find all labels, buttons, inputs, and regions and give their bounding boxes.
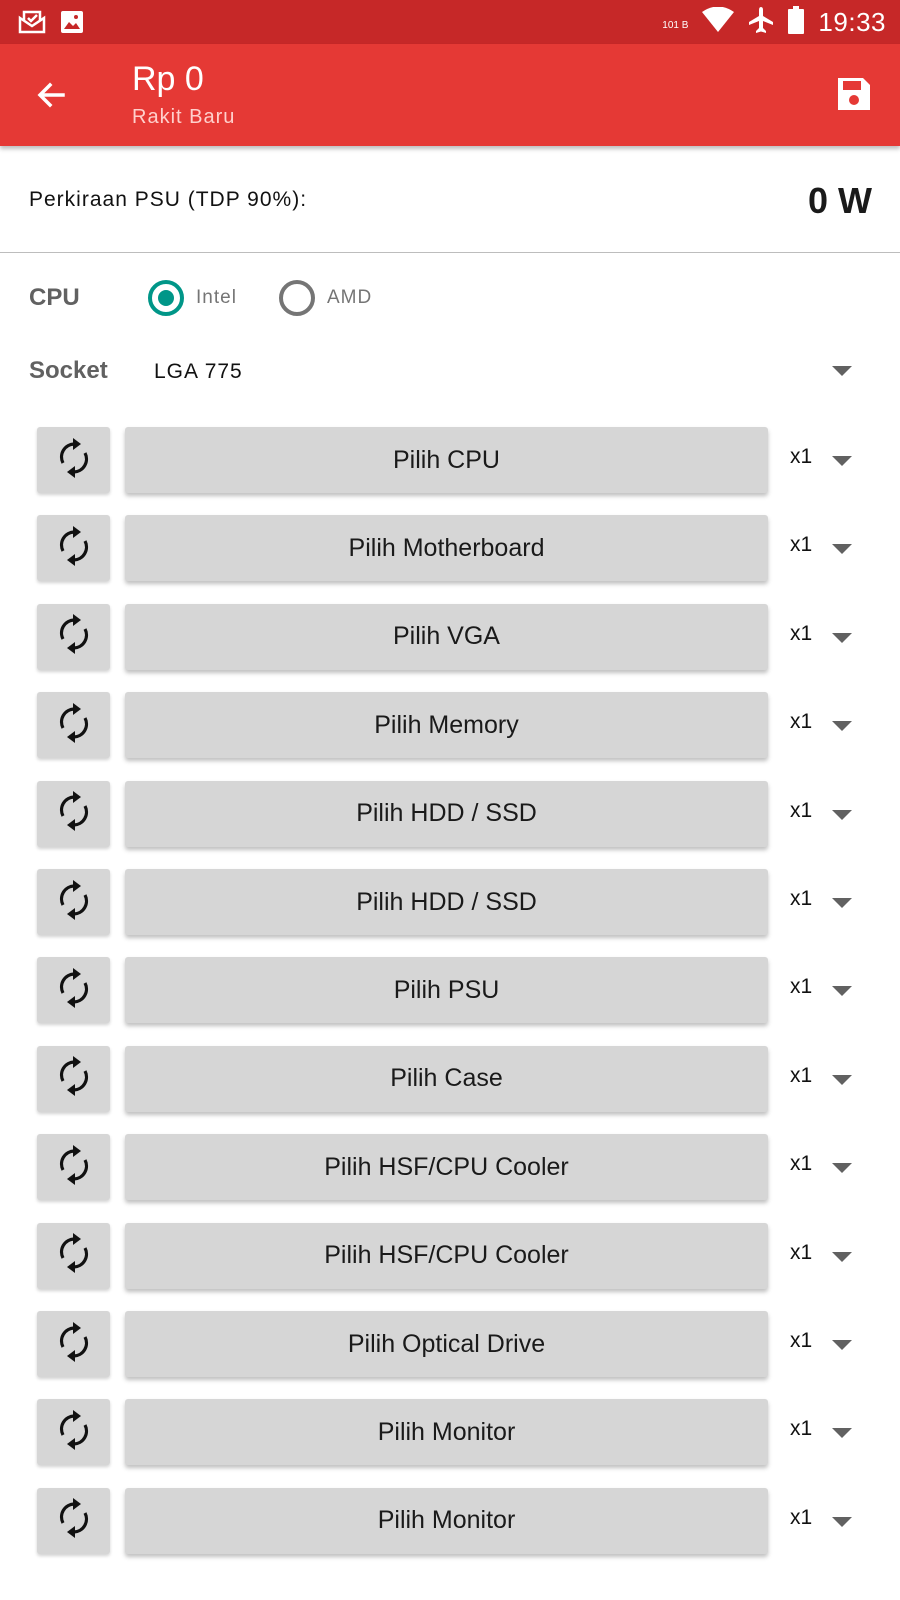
chevron-down-icon[interactable] xyxy=(832,810,852,820)
pick-component-button[interactable]: Pilih HDD / SSD xyxy=(125,781,768,847)
chevron-down-icon[interactable] xyxy=(832,721,852,731)
refresh-button[interactable] xyxy=(37,1046,110,1112)
psu-estimate-label: Perkiraan PSU (TDP 90%): xyxy=(29,188,308,211)
refresh-icon xyxy=(57,1233,91,1278)
save-icon[interactable] xyxy=(834,74,874,114)
component-row xyxy=(0,1223,900,1289)
refresh-button[interactable] xyxy=(37,781,110,847)
chevron-down-icon[interactable] xyxy=(832,1517,852,1527)
pick-component-button[interactable]: Pilih CPU xyxy=(125,427,768,493)
chevron-down-icon[interactable] xyxy=(832,1340,852,1350)
quantity-value[interactable]: x1 xyxy=(790,621,813,645)
refresh-button[interactable] xyxy=(37,1399,110,1465)
psu-estimate-value: 0 W xyxy=(807,180,872,221)
app-bar xyxy=(0,44,900,146)
refresh-button[interactable] xyxy=(37,515,110,581)
quantity-value[interactable]: x1 xyxy=(790,445,813,468)
radio-amd-circle[interactable] xyxy=(279,280,315,316)
chevron-down-icon[interactable] xyxy=(832,1163,852,1173)
pick-component-button[interactable]: Pilih Case xyxy=(125,1046,768,1112)
quantity-value[interactable]: x1 xyxy=(790,710,813,734)
quantity-value[interactable]: x1 xyxy=(790,798,813,822)
component-row xyxy=(0,1399,900,1465)
battery-icon xyxy=(788,6,804,39)
pick-component-button[interactable]: Pilih Memory xyxy=(125,692,768,758)
component-row xyxy=(0,1488,900,1554)
refresh-icon xyxy=(57,968,91,1013)
refresh-icon xyxy=(57,614,91,659)
refresh-button[interactable] xyxy=(37,1134,110,1200)
radio-intel-circle[interactable] xyxy=(148,280,184,316)
radio-amd[interactable] xyxy=(279,280,372,316)
radio-amd-label: AMD xyxy=(327,287,373,308)
chevron-down-icon[interactable] xyxy=(832,366,852,376)
chevron-down-icon[interactable] xyxy=(832,1075,852,1085)
component-row xyxy=(0,427,900,493)
arrow-back-icon[interactable] xyxy=(30,74,72,116)
refresh-icon xyxy=(57,791,91,836)
chevron-down-icon[interactable] xyxy=(832,986,852,996)
refresh-button[interactable] xyxy=(37,957,110,1023)
chevron-down-icon[interactable] xyxy=(832,544,852,554)
pick-component-button[interactable]: Pilih PSU xyxy=(125,957,768,1023)
quantity-value[interactable]: x1 xyxy=(790,1329,813,1352)
component-row xyxy=(0,957,900,1023)
refresh-button[interactable] xyxy=(37,1311,110,1377)
pick-component-button[interactable]: Pilih Motherboard xyxy=(125,515,768,581)
component-row xyxy=(0,1134,900,1200)
component-row xyxy=(0,692,900,758)
refresh-icon xyxy=(57,1410,91,1455)
cpu-label: CPU xyxy=(29,284,80,311)
refresh-button[interactable] xyxy=(37,1223,110,1289)
component-row xyxy=(0,515,900,581)
pick-component-button[interactable]: Pilih HSF/CPU Cooler xyxy=(125,1223,768,1289)
refresh-icon xyxy=(57,526,91,571)
page-subtitle: Rakit Baru xyxy=(132,106,236,128)
status-bar xyxy=(0,0,900,44)
quantity-value[interactable]: x1 xyxy=(790,1505,813,1529)
quantity-value[interactable]: x1 xyxy=(790,1240,813,1264)
pick-component-button[interactable]: Pilih HSF/CPU Cooler xyxy=(125,1134,768,1200)
socket-dropdown[interactable]: LGA 775 xyxy=(154,360,243,383)
component-row xyxy=(0,869,900,935)
refresh-icon xyxy=(57,880,91,925)
psu-estimate-row xyxy=(0,146,900,253)
quantity-value[interactable]: x1 xyxy=(790,533,813,557)
radio-intel[interactable] xyxy=(148,280,237,316)
page-title: Rp 0 xyxy=(132,60,204,98)
refresh-icon xyxy=(57,1145,91,1190)
component-row xyxy=(0,604,900,670)
refresh-icon xyxy=(57,438,91,483)
refresh-button[interactable] xyxy=(37,869,110,935)
component-row xyxy=(0,1046,900,1112)
pick-component-button[interactable]: Pilih VGA xyxy=(125,604,768,670)
wifi-icon xyxy=(702,7,734,38)
component-row xyxy=(0,781,900,847)
refresh-button[interactable] xyxy=(37,427,110,493)
refresh-icon xyxy=(57,1498,91,1543)
chevron-down-icon[interactable] xyxy=(832,1252,852,1262)
pick-component-button[interactable]: Pilih Monitor xyxy=(125,1488,768,1554)
quantity-value[interactable]: x1 xyxy=(790,887,813,910)
quantity-value[interactable]: x1 xyxy=(790,1417,813,1441)
refresh-icon xyxy=(57,1322,91,1367)
airplane-icon xyxy=(748,6,774,39)
refresh-icon xyxy=(57,703,91,748)
refresh-button[interactable] xyxy=(37,692,110,758)
socket-label: Socket xyxy=(29,357,108,384)
net-speed: 101 B xyxy=(662,19,689,31)
chevron-down-icon[interactable] xyxy=(832,456,852,466)
refresh-button[interactable] xyxy=(37,1488,110,1554)
clock: 19:33 xyxy=(818,6,886,37)
mail-icon xyxy=(18,10,46,39)
quantity-value[interactable]: x1 xyxy=(790,1152,813,1176)
quantity-value[interactable]: x1 xyxy=(790,1063,813,1087)
refresh-icon xyxy=(57,1056,91,1101)
pick-component-button[interactable]: Pilih Optical Drive xyxy=(125,1311,768,1377)
chevron-down-icon[interactable] xyxy=(832,633,852,643)
quantity-value[interactable]: x1 xyxy=(790,975,813,999)
chevron-down-icon[interactable] xyxy=(832,1428,852,1438)
chevron-down-icon[interactable] xyxy=(832,898,852,908)
pick-component-button[interactable]: Pilih Monitor xyxy=(125,1399,768,1465)
refresh-button[interactable] xyxy=(37,604,110,670)
component-row xyxy=(0,1311,900,1377)
radio-intel-label: Intel xyxy=(196,287,237,308)
pick-component-button[interactable]: Pilih HDD / SSD xyxy=(125,869,768,935)
image-icon xyxy=(60,10,84,39)
